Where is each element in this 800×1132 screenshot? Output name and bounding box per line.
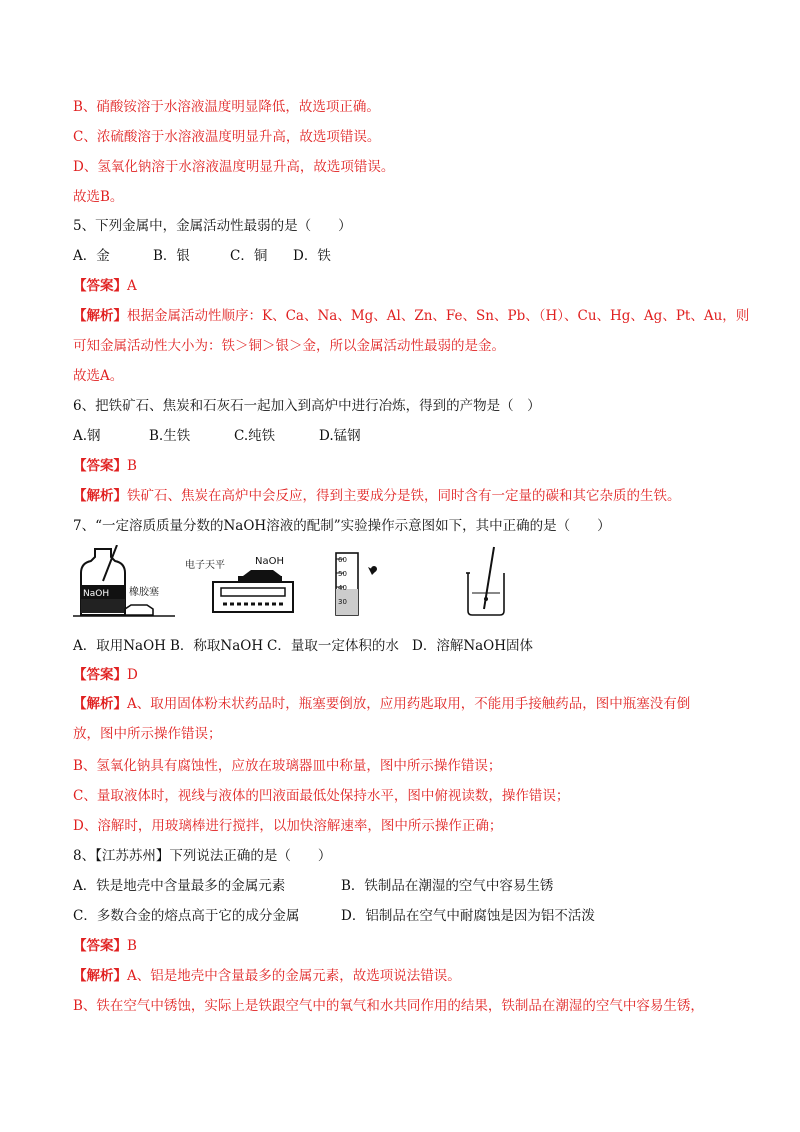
answer-value: A xyxy=(127,278,137,294)
q5-options xyxy=(73,246,331,266)
q8-option-d: D．铝制品在空气中耐腐蚀是因为铝不活泼 xyxy=(341,908,595,924)
q5-stem: 5、下列金属中，金属活动性最弱的是（ ） xyxy=(73,218,352,234)
prev-explain-b: B、硝酸铵溶于水溶液温度明显降低，故选项正确。 xyxy=(73,99,380,115)
q5-analysis-line-2: 可知金属活动性大小为：铁＞铜＞银＞金，所以金属活动性最弱的是金。 xyxy=(73,338,505,354)
q5-conclusion: 故选A。 xyxy=(73,368,124,384)
answer-value: B xyxy=(127,938,137,954)
tick-label: 30 xyxy=(338,598,347,606)
q7-options xyxy=(73,636,533,656)
answer-tag: 【答案】 xyxy=(73,938,127,954)
analysis-tag: 【解析】 xyxy=(73,308,127,324)
q7-answer xyxy=(73,665,138,685)
stopper-label: 橡胶塞 xyxy=(129,587,159,598)
q5-answer xyxy=(73,276,137,296)
q6-option-d: D.锰钢 xyxy=(319,428,361,444)
q8-options-row-1 xyxy=(73,876,553,896)
q8-option-b: B．铁制品在潮湿的空气中容易生锈 xyxy=(341,878,554,894)
q6-analysis xyxy=(73,486,681,506)
q6-answer xyxy=(73,456,137,476)
q8-option-c: C．多数合金的熔点高于它的成分金属 xyxy=(73,908,300,924)
q7-option-d: D．溶解NaOH固体 xyxy=(412,638,534,654)
q5-option-b: B．银 xyxy=(153,248,190,264)
q7-analysis-d: D、溶解时，用玻璃棒进行搅拌，以加快溶解速率，图中所示操作正确； xyxy=(73,818,503,834)
answer-tag: 【答案】 xyxy=(73,667,127,683)
balance-item-label: NaOH xyxy=(255,556,284,567)
q7-analysis-b: B、氢氧化钠具有腐蚀性，应放在玻璃器皿中称量，图中所示操作错误； xyxy=(73,758,502,774)
q6-stem: 6、把铁矿石、焦炭和石灰石一起加入到高炉中进行冶炼，得到的产物是（ ） xyxy=(73,398,541,414)
balance-label: 电子天平 xyxy=(185,560,225,571)
answer-tag: 【答案】 xyxy=(73,278,127,294)
q5-option-c: C．铜 xyxy=(230,248,268,264)
q8-analysis-a xyxy=(73,966,461,986)
q7-option-b: B．称取NaOH xyxy=(170,638,264,654)
answer-value: D xyxy=(127,667,138,683)
answer-tag: 【答案】 xyxy=(73,458,127,474)
prev-explain-d: D、氢氧化钠溶于水溶液温度明显升高，故选项错误。 xyxy=(73,159,395,175)
tick-label: 60 xyxy=(338,556,347,564)
prev-conclusion: 故选B。 xyxy=(73,189,124,205)
balance-figure xyxy=(183,550,303,618)
q8-options-row-2 xyxy=(73,906,595,926)
q5-option-a: A．金 xyxy=(73,248,110,264)
q7-figures xyxy=(73,545,633,620)
reagent-bottle-figure xyxy=(73,545,178,617)
q7-analysis-a2: 放，图中所示操作错误； xyxy=(73,726,222,742)
analysis-text: A、取用固体粉末状药品时，瓶塞要倒放，应用药匙取用，不能用手接触药品，图中瓶塞没有倒 xyxy=(127,696,691,712)
cylinder-figure xyxy=(318,545,408,617)
analysis-tag: 【解析】 xyxy=(73,696,127,712)
q6-options xyxy=(73,426,361,446)
q8-stem: 8、【江苏苏州】下列说法正确的是（ ） xyxy=(73,848,332,864)
q8-answer xyxy=(73,936,137,956)
q5-option-d: D．铁 xyxy=(293,248,331,264)
analysis-tag: 【解析】 xyxy=(73,488,127,504)
q5-analysis-line-1 xyxy=(73,306,749,326)
answer-value: B xyxy=(127,458,137,474)
q6-option-c: C.纯铁 xyxy=(234,428,276,444)
q8-option-a: A．铁是地壳中含量最多的金属元素 xyxy=(73,878,286,894)
prev-explain-c: C、浓硫酸溶于水溶液温度明显升高，故选项错误。 xyxy=(73,129,381,145)
q8-analysis-b: B、铁在空气中锈蚀，实际上是铁跟空气中的氧气和水共同作用的结果，铁制品在潮湿的空气中容易生锈， xyxy=(73,998,704,1014)
q7-stem: 7、“一定溶质质量分数的NaOH溶液的配制”实验操作示意图如下，其中正确的是（ ） xyxy=(73,518,611,534)
tick-label: 50 xyxy=(338,570,347,578)
q7-analysis-a1 xyxy=(73,694,690,714)
analysis-text: A、铝是地壳中含量最多的金属元素，故选项说法错误。 xyxy=(127,968,461,984)
analysis-text: 根据金属活动性顺序：K、Ca、Na、Mg、Al、Zn、Fe、Sn、Pb、（H）、Cu、Hg、Ag、Pt、Au，则 xyxy=(127,308,750,324)
analysis-tag: 【解析】 xyxy=(73,968,127,984)
beaker-figure xyxy=(458,545,518,617)
bottle-label: NaOH xyxy=(83,589,110,599)
q6-option-a: A.钢 xyxy=(73,428,101,444)
tick-label: 40 xyxy=(338,584,347,592)
q7-analysis-c: C、量取液体时，视线与液体的凹液面最低处保持水平，图中俯视读数，操作错误； xyxy=(73,788,570,804)
q6-option-b: B.生铁 xyxy=(149,428,191,444)
q7-option-c: C．量取一定体积的水 xyxy=(267,638,399,654)
q7-option-a: A．取用NaOH xyxy=(73,638,166,654)
analysis-text: 铁矿石、焦炭在高炉中会反应，得到主要成分是铁，同时含有一定量的碳和其它杂质的生铁。 xyxy=(127,488,681,504)
